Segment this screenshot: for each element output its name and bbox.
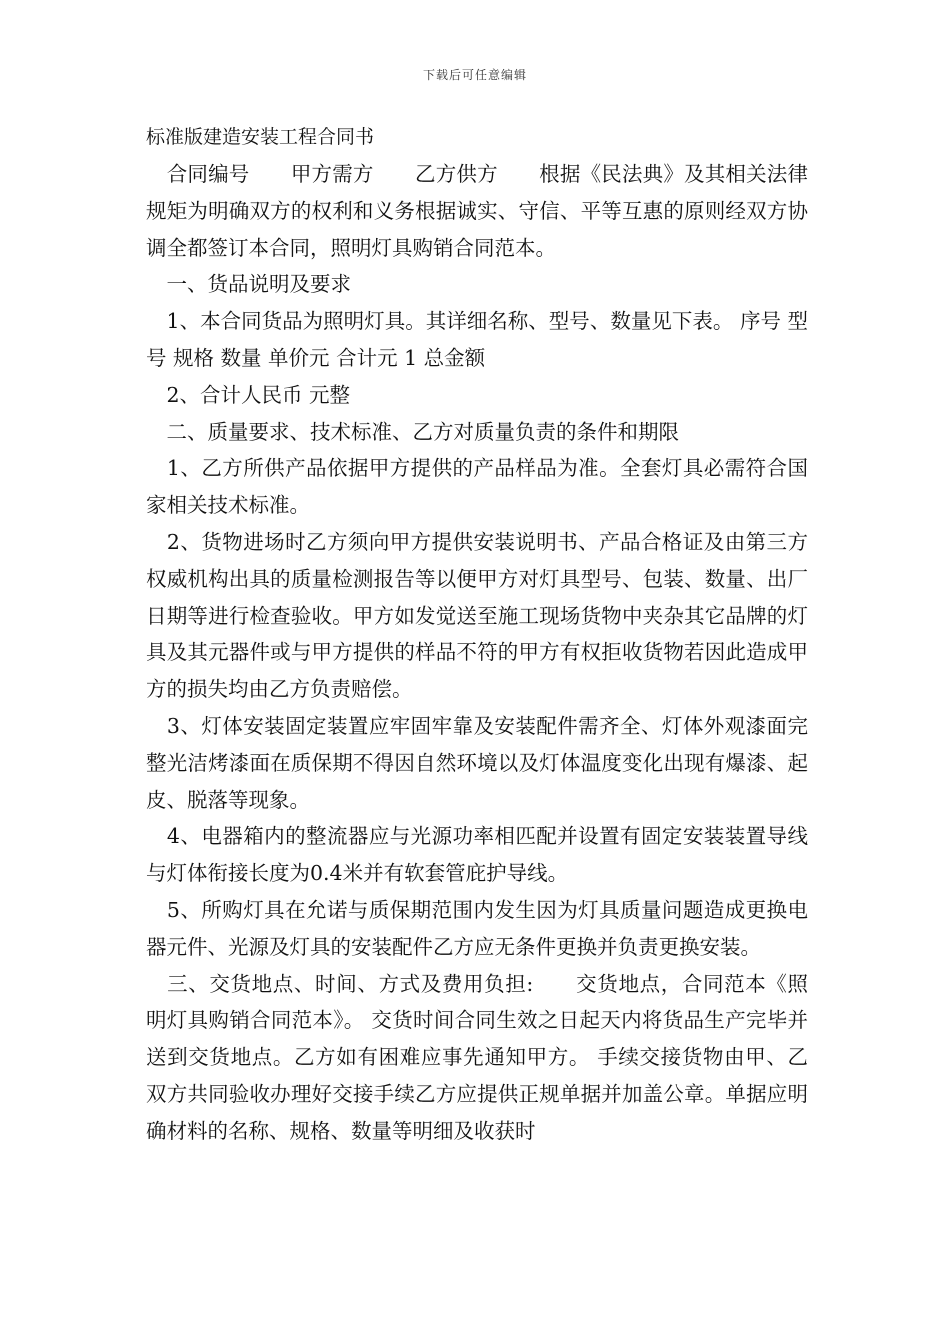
document-title: 标准版建造安装工程合同书 (146, 126, 375, 148)
section-3: 三、交货地点、时间、方式及费用负担: 交货地点，合同范本《照明灯具购销合同范本》。 交货时间合同生效之日起天内将货品生产完毕并送到交货地点。乙方如有困难应事先通知甲方。 手续交接货物由甲、乙双方共同验收办理好交接手续乙方应提供正规单据并加盖公章。单据应明确材料的名称、规格、数量等明细及收获时 (146, 971, 808, 1143)
clause-2-3: 3、灯体安装固定装置应牢固牢靠及安装配件需齐全、灯体外观漆面完整光洁烤漆面在质保期不得因自然环境以及灯体温度变化出现有爆漆、起皮、脱落等现象。 (146, 713, 808, 812)
clause-2-5: 5、所购灯具在允诺与质保期范围内发生因为灯具质量问题造成更换电器元件、光源及灯具的安装配件乙方应无条件更换并负责更换安装。 (146, 897, 808, 959)
clause-2-1: 1、乙方所供产品依据甲方提供的产品样品为准。全套灯具必需符合国家相关技术标准。 (146, 456, 808, 518)
clause-1-1: 1、本合同货品为照明灯具。其详细名称、型号、数量见下表。 序号 型号 规格 数量 单价元 合计元 1 总金额 (146, 309, 808, 370)
section-heading-1: 一、货品说明及要求 (146, 272, 351, 297)
paragraph-intro: 合同编号 甲方需方 乙方供方 根据《民法典》及其相关法律规矩为明确双方的权利和义务根据诚实、守信、平等互惠的原则经双方协调全都签订本合同，照明灯具购销合同范本。 (146, 162, 808, 260)
clause-2-2: 2、货物进场时乙方须向甲方提供安装说明书、产品合格证及由第三方权威机构出具的质量检测报告等以便甲方对灯具型号、包装、数量、出厂日期等进行检查验收。甲方如发觉送至施工现场货物中夹杂其它品牌的灯具及其元器件或与甲方提供的样品不符的甲方有权拒收货物若因此造成甲方的损失均由乙方负责赔偿。 (146, 529, 808, 702)
section-heading-2: 二、质量要求、技术标准、乙方对质量负责的条件和期限 (146, 419, 679, 444)
header-note: 下载后可任意编辑 (422, 68, 527, 82)
clause-2-4: 4、电器箱内的整流器应与光源功率相匹配并设置有固定安装装置导线与灯体衔接长度为0.4米并有软套管庇护导线。 (146, 824, 808, 886)
clause-1-2: 2、合计人民币 元整 (146, 382, 351, 407)
document-body (146, 122, 808, 1150)
